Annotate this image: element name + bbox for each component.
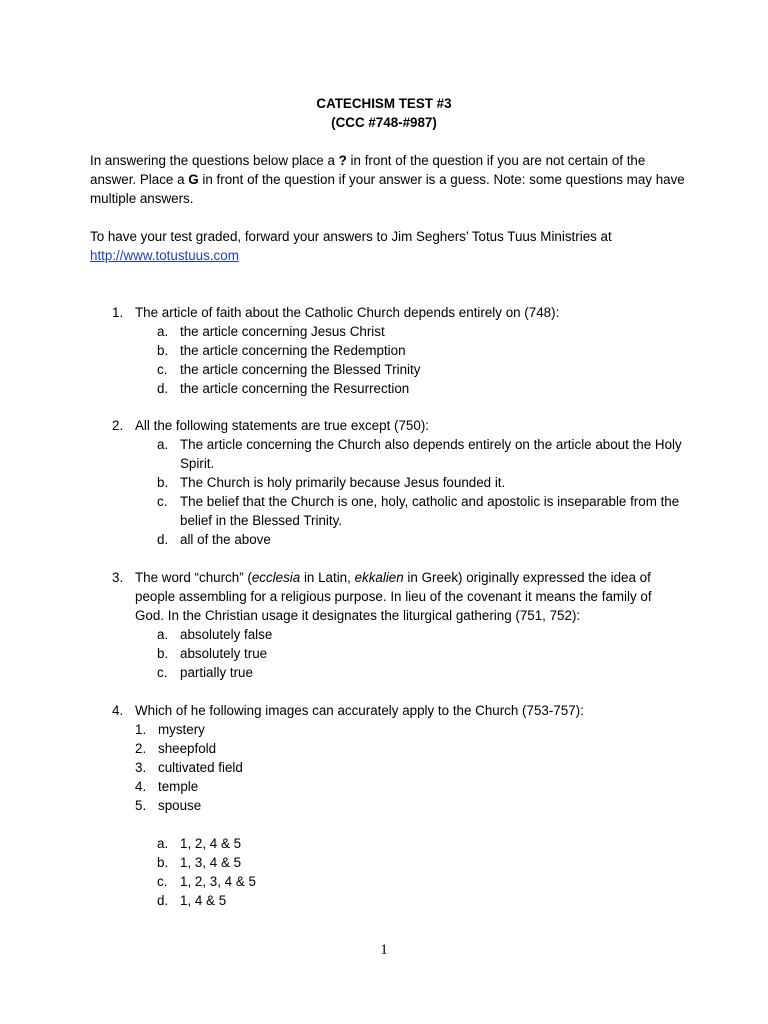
answer-option[interactable]: c. 1, 2, 3, 4 & 5 [157, 874, 256, 889]
list-item: 4. temple [135, 779, 199, 794]
answer-option[interactable]: c. the article concerning the Blessed Trinity [157, 362, 421, 377]
grading-paragraph: To have your test graded, forward your answers to Jim Seghers’ Totus Tuus Ministries at http://www.totustuus.com [90, 229, 612, 263]
answer-option[interactable]: a. The article concerning the Church also depends entirely on the article about the Holy Spirit. [157, 437, 682, 471]
question-4 [112, 701, 682, 910]
page-number: 1 [380, 942, 388, 958]
totustuus-link[interactable]: http://www.totustuus.com [90, 248, 239, 263]
list-item: 3. cultivated field [135, 760, 243, 775]
question-number: 3. [112, 570, 124, 585]
answer-option[interactable]: d. the article concerning the Resurrection [157, 381, 410, 396]
question-number: 2. [112, 418, 124, 433]
list-item: 2. sheepfold [135, 741, 217, 756]
answer-option[interactable]: d. all of the above [157, 532, 271, 547]
test-title: CATECHISM TEST #3 [316, 96, 452, 111]
guess-symbol: G [188, 172, 199, 187]
list-item: 1. mystery [135, 722, 205, 737]
question-1 [112, 303, 682, 398]
answer-options [112, 834, 682, 910]
answer-option[interactable]: b. the article concerning the Redemption [157, 343, 406, 358]
question-number: 4. [112, 703, 124, 718]
question-2 [112, 416, 682, 549]
answer-options [112, 322, 682, 398]
list-item: 5. spouse [135, 798, 202, 813]
question-text: The article of faith about the Catholic Church depends entirely on (748): [135, 305, 560, 320]
answer-options [112, 435, 682, 549]
question-text: All the following statements are true except (750): [135, 418, 429, 433]
answer-option[interactable]: b. absolutely true [157, 646, 268, 661]
answer-option[interactable]: a. 1, 2, 4 & 5 [157, 836, 242, 851]
answer-option[interactable]: b. The Church is holy primarily because Jesus founded it. [157, 475, 506, 490]
image-list [112, 720, 682, 815]
question-text: Which of he following images can accurately apply to the Church (753-757): [135, 703, 584, 718]
answer-options [112, 625, 682, 682]
instructions-paragraph: In answering the questions below place a ? in front of the question if you are not certain of the answer. Place a G in front of the question if your answer is a guess. Note: some questions may have multiple answers. [90, 153, 685, 206]
answer-option[interactable]: b. 1, 3, 4 & 5 [157, 855, 242, 870]
test-subtitle: (CCC #748-#987) [331, 115, 437, 130]
question-number: 1. [112, 305, 124, 320]
answer-option[interactable]: d. 1, 4 & 5 [157, 893, 227, 908]
answer-option[interactable]: c. partially true [157, 665, 253, 680]
answer-option[interactable]: a. absolutely false [157, 627, 273, 642]
answer-option[interactable]: c. The belief that the Church is one, holy, catholic and apostolic is inseparable from the belief in the Blessed Trinity. [157, 494, 680, 528]
question-3 [112, 568, 682, 682]
question-text: The word “church” (ecclesia in Latin, ekkalien in Greek) originally expressed the idea of people assembling for a religious purpose. In lieu of the covenant it means the family of God. In the Christian usage it designates the liturgical gathering (751, 752): [135, 570, 652, 623]
question-mark-symbol: ? [338, 153, 347, 168]
answer-option[interactable]: a. the article concerning Jesus Christ [157, 324, 385, 339]
